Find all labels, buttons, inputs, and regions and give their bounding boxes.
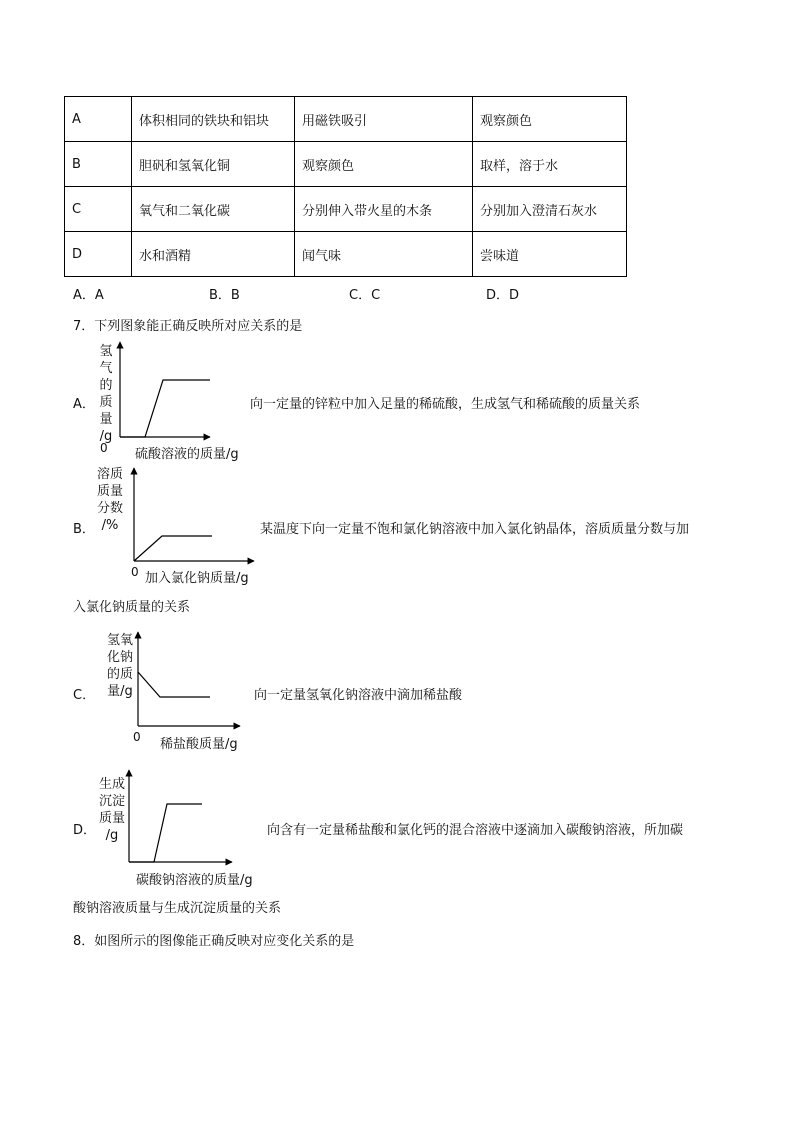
y-axis-label: 生成 沉淀 质量 /g (98, 777, 125, 843)
table-cell: 用磁铁吸引 (295, 97, 473, 142)
q6-choice-d[interactable]: D．D (486, 288, 520, 303)
q7-option-d-desc-cont: 酸钠溶液质量与生成沉淀质量的关系 (73, 901, 282, 916)
q6-choice-b[interactable]: B．B (209, 288, 240, 303)
q6-choice-c[interactable]: C．C (349, 288, 381, 303)
q6-table (64, 96, 627, 277)
q7-option-b-desc-cont: 入氯化钠质量的关系 (73, 600, 191, 615)
y-axis-label: 氢氧 化钠 的质 量/g (106, 633, 133, 699)
curve-line (120, 380, 210, 437)
table-row (65, 97, 627, 142)
q7-option-b-label[interactable]: B． (73, 522, 95, 537)
q7-option-d-label[interactable]: D． (73, 823, 97, 838)
curve-line (129, 804, 202, 862)
q7-option-d-graph (92, 768, 267, 893)
q7-option-a-label[interactable]: A． (73, 397, 95, 412)
origin-label: 0 (100, 441, 108, 455)
q7-option-c-graph (100, 630, 260, 755)
table-cell: 尝味道 (473, 232, 627, 277)
table-cell: 闻气味 (295, 232, 473, 277)
y-axis-label: 氢 气 的 质 量 /g (99, 344, 113, 444)
q7-stem: 7．下列图象能正确反映所对应关系的是 (73, 319, 303, 334)
origin-label: 0 (133, 730, 141, 744)
origin-label: 0 (131, 565, 139, 579)
table-cell: C (65, 187, 132, 232)
table-row (65, 142, 627, 187)
q7-option-d-desc: 向含有一定量稀盐酸和氯化钙的混合溶液中逐滴加入碳酸钠溶液，所加碳 (267, 823, 684, 838)
table-row (65, 232, 627, 277)
q7-option-c-label[interactable]: C． (73, 688, 96, 703)
q7-option-b-graph (92, 464, 262, 589)
table-cell: 氧气和二氧化碳 (132, 187, 295, 232)
q7-option-a-desc: 向一定量的锌粒中加入足量的稀硫酸，生成氢气和稀硫酸的质量关系 (250, 397, 641, 412)
q7-option-c-desc: 向一定量氢氧化钠溶液中滴加稀盐酸 (254, 688, 463, 703)
x-axis-label: 加入氯化钠质量/g (145, 571, 249, 586)
table-cell: 取样，溶于水 (473, 142, 627, 187)
table-cell: 体积相同的铁块和铝块 (132, 97, 295, 142)
table-cell: 胆矾和氢氧化铜 (132, 142, 295, 187)
table-cell: 分别伸入带火星的木条 (295, 187, 473, 232)
x-axis-label: 稀盐酸质量/g (160, 737, 238, 752)
y-axis-label: 溶质 质量 分数 /% (96, 467, 123, 533)
q6-choice-a[interactable]: A．A (73, 288, 104, 303)
x-axis-label: 硫酸溶液的质量/g (135, 447, 239, 462)
q8-stem: 8．如图所示的图像能正确反映对应变化关系的是 (73, 934, 355, 949)
table-cell: D (65, 232, 132, 277)
table-cell: A (65, 97, 132, 142)
graph-a-axes (92, 340, 252, 460)
table-cell: 观察颜色 (473, 97, 627, 142)
q7-option-a-graph (92, 340, 252, 460)
table-cell: 观察颜色 (295, 142, 473, 187)
x-axis-label: 碳酸钠溶液的质量/g (136, 873, 253, 888)
table-cell: B (65, 142, 132, 187)
table-row (65, 187, 627, 232)
table-cell: 水和酒精 (132, 232, 295, 277)
curve-line (134, 536, 212, 561)
q7-option-b-desc: 某温度下向一定量不饱和氯化钠溶液中加入氯化钠晶体，溶质质量分数与加 (260, 522, 690, 537)
table-cell: 分别加入澄清石灰水 (473, 187, 627, 232)
curve-line (138, 672, 210, 697)
